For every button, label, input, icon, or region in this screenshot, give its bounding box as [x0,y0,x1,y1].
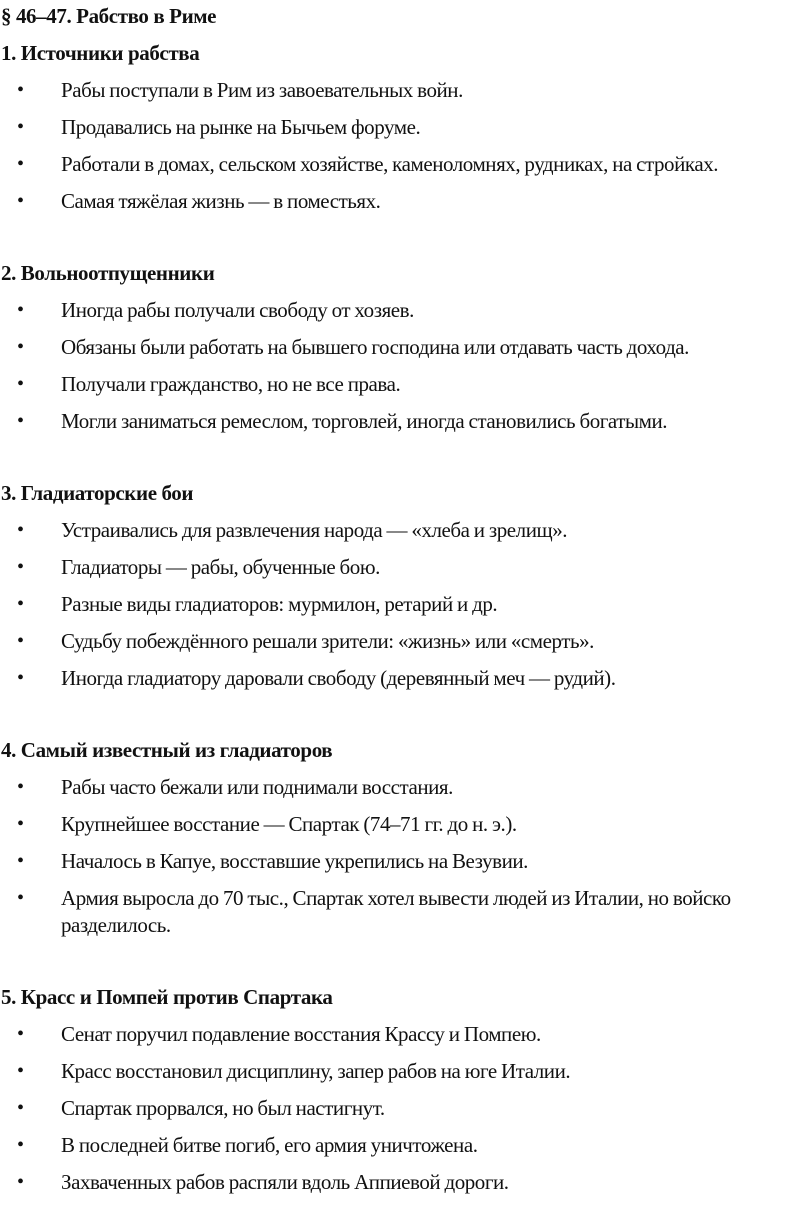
list-item-text: Иногда гладиатору даровали свободу (деревянный меч — рудий). [61,666,616,690]
bullet-list [0,297,800,435]
list-item-text: В последней битве погиб, его армия уничтожена. [61,1133,478,1157]
list-item [0,885,800,939]
bullet-icon: • [17,1134,24,1156]
list-item-text: Обязаны были работать на бывшего господина или отдавать часть дохода. [61,335,689,359]
page-title: § 46–47. Рабство в Риме [1,4,217,28]
bullet-list [0,77,800,215]
bullet-icon: • [17,850,24,872]
section [0,984,800,1196]
section [0,480,800,692]
list-item [0,188,800,215]
list-item-text: Самая тяжёлая жизнь — в поместьях. [61,189,381,213]
section-heading: 1. Источники рабства [1,41,200,65]
bullet-icon: • [17,373,24,395]
bullet-icon: • [17,299,24,321]
section [0,737,800,939]
section-heading: 5. Красс и Помпей против Спартака [1,985,333,1009]
list-item-text: Продавались на рынке на Бычьем форуме. [61,115,421,139]
list-item [0,1095,800,1122]
document [0,3,800,1196]
bullet-icon: • [17,190,24,212]
list-item [0,628,800,655]
list-item [0,297,800,324]
list-item [0,77,800,104]
list-item [0,1132,800,1159]
list-item [0,848,800,875]
section [0,260,800,435]
bullet-list [0,517,800,692]
list-item-text: Сенат поручил подавление восстания Крассу и Помпею. [61,1022,541,1046]
list-item [0,517,800,544]
list-item-text: Устраивались для развлечения народа — «хлеба и зрелищ». [61,518,568,542]
bullet-icon: • [17,410,24,432]
bullet-icon: • [17,813,24,835]
bullet-list [0,774,800,939]
bullet-icon: • [17,593,24,615]
list-item [0,1021,800,1048]
bullet-icon: • [17,153,24,175]
list-item-text: Началось в Капуе, восставшие укрепились на Везувии. [61,849,528,873]
bullet-list [0,1021,800,1196]
list-item-text: Красс восстановил дисциплину, запер рабов на юге Италии. [61,1059,571,1083]
list-item [0,1058,800,1085]
list-item [0,774,800,801]
list-item-text: Разные виды гладиаторов: мурмилон, ретарий и др. [61,592,498,616]
list-item [0,371,800,398]
bullet-icon: • [17,630,24,652]
bullet-icon: • [17,1060,24,1082]
list-item-text: Захваченных рабов распяли вдоль Аппиевой дороги. [61,1170,509,1194]
bullet-icon: • [17,336,24,358]
section-heading: 3. Гладиаторские бои [1,481,194,505]
section-heading: 2. Вольноотпущенники [1,261,215,285]
list-item-text: Гладиаторы — рабы, обученные бою. [61,555,380,579]
list-item [0,334,800,361]
list-item [0,591,800,618]
list-item [0,114,800,141]
bullet-icon: • [17,667,24,689]
bullet-icon: • [17,519,24,541]
list-item-text: Рабы часто бежали или поднимали восстания. [61,775,453,799]
section-heading: 4. Самый известный из гладиаторов [1,738,333,762]
list-item [0,151,800,178]
list-item [0,665,800,692]
bullet-icon: • [17,116,24,138]
bullet-icon: • [17,79,24,101]
list-item [0,811,800,838]
list-item-text: Судьбу побеждённого решали зрители: «жизнь» или «смерть». [61,629,594,653]
bullet-icon: • [17,776,24,798]
list-item [0,1169,800,1196]
list-item-text: Работали в домах, сельском хозяйстве, каменоломнях, рудниках, на стройках. [61,152,719,176]
list-item-text: Армия выросла до 70 тыс., Спартак хотел вывести людей из Италии, но войско разделилось. [61,886,731,937]
list-item [0,554,800,581]
list-item-text: Могли заниматься ремеслом, торговлей, иногда становились богатыми. [61,409,668,433]
list-item-text: Рабы поступали в Рим из завоевательных войн. [61,78,463,102]
list-item-text: Спартак прорвался, но был настигнут. [61,1096,385,1120]
bullet-icon: • [17,887,24,909]
list-item-text: Крупнейшее восстание — Спартак (74–71 гг. до н. э.). [61,812,517,836]
section [0,40,800,215]
sections [0,40,800,1196]
bullet-icon: • [17,1171,24,1193]
bullet-icon: • [17,1023,24,1045]
bullet-icon: • [17,556,24,578]
list-item [0,408,800,435]
list-item-text: Получали гражданство, но не все права. [61,372,401,396]
list-item-text: Иногда рабы получали свободу от хозяев. [61,298,414,322]
bullet-icon: • [17,1097,24,1119]
